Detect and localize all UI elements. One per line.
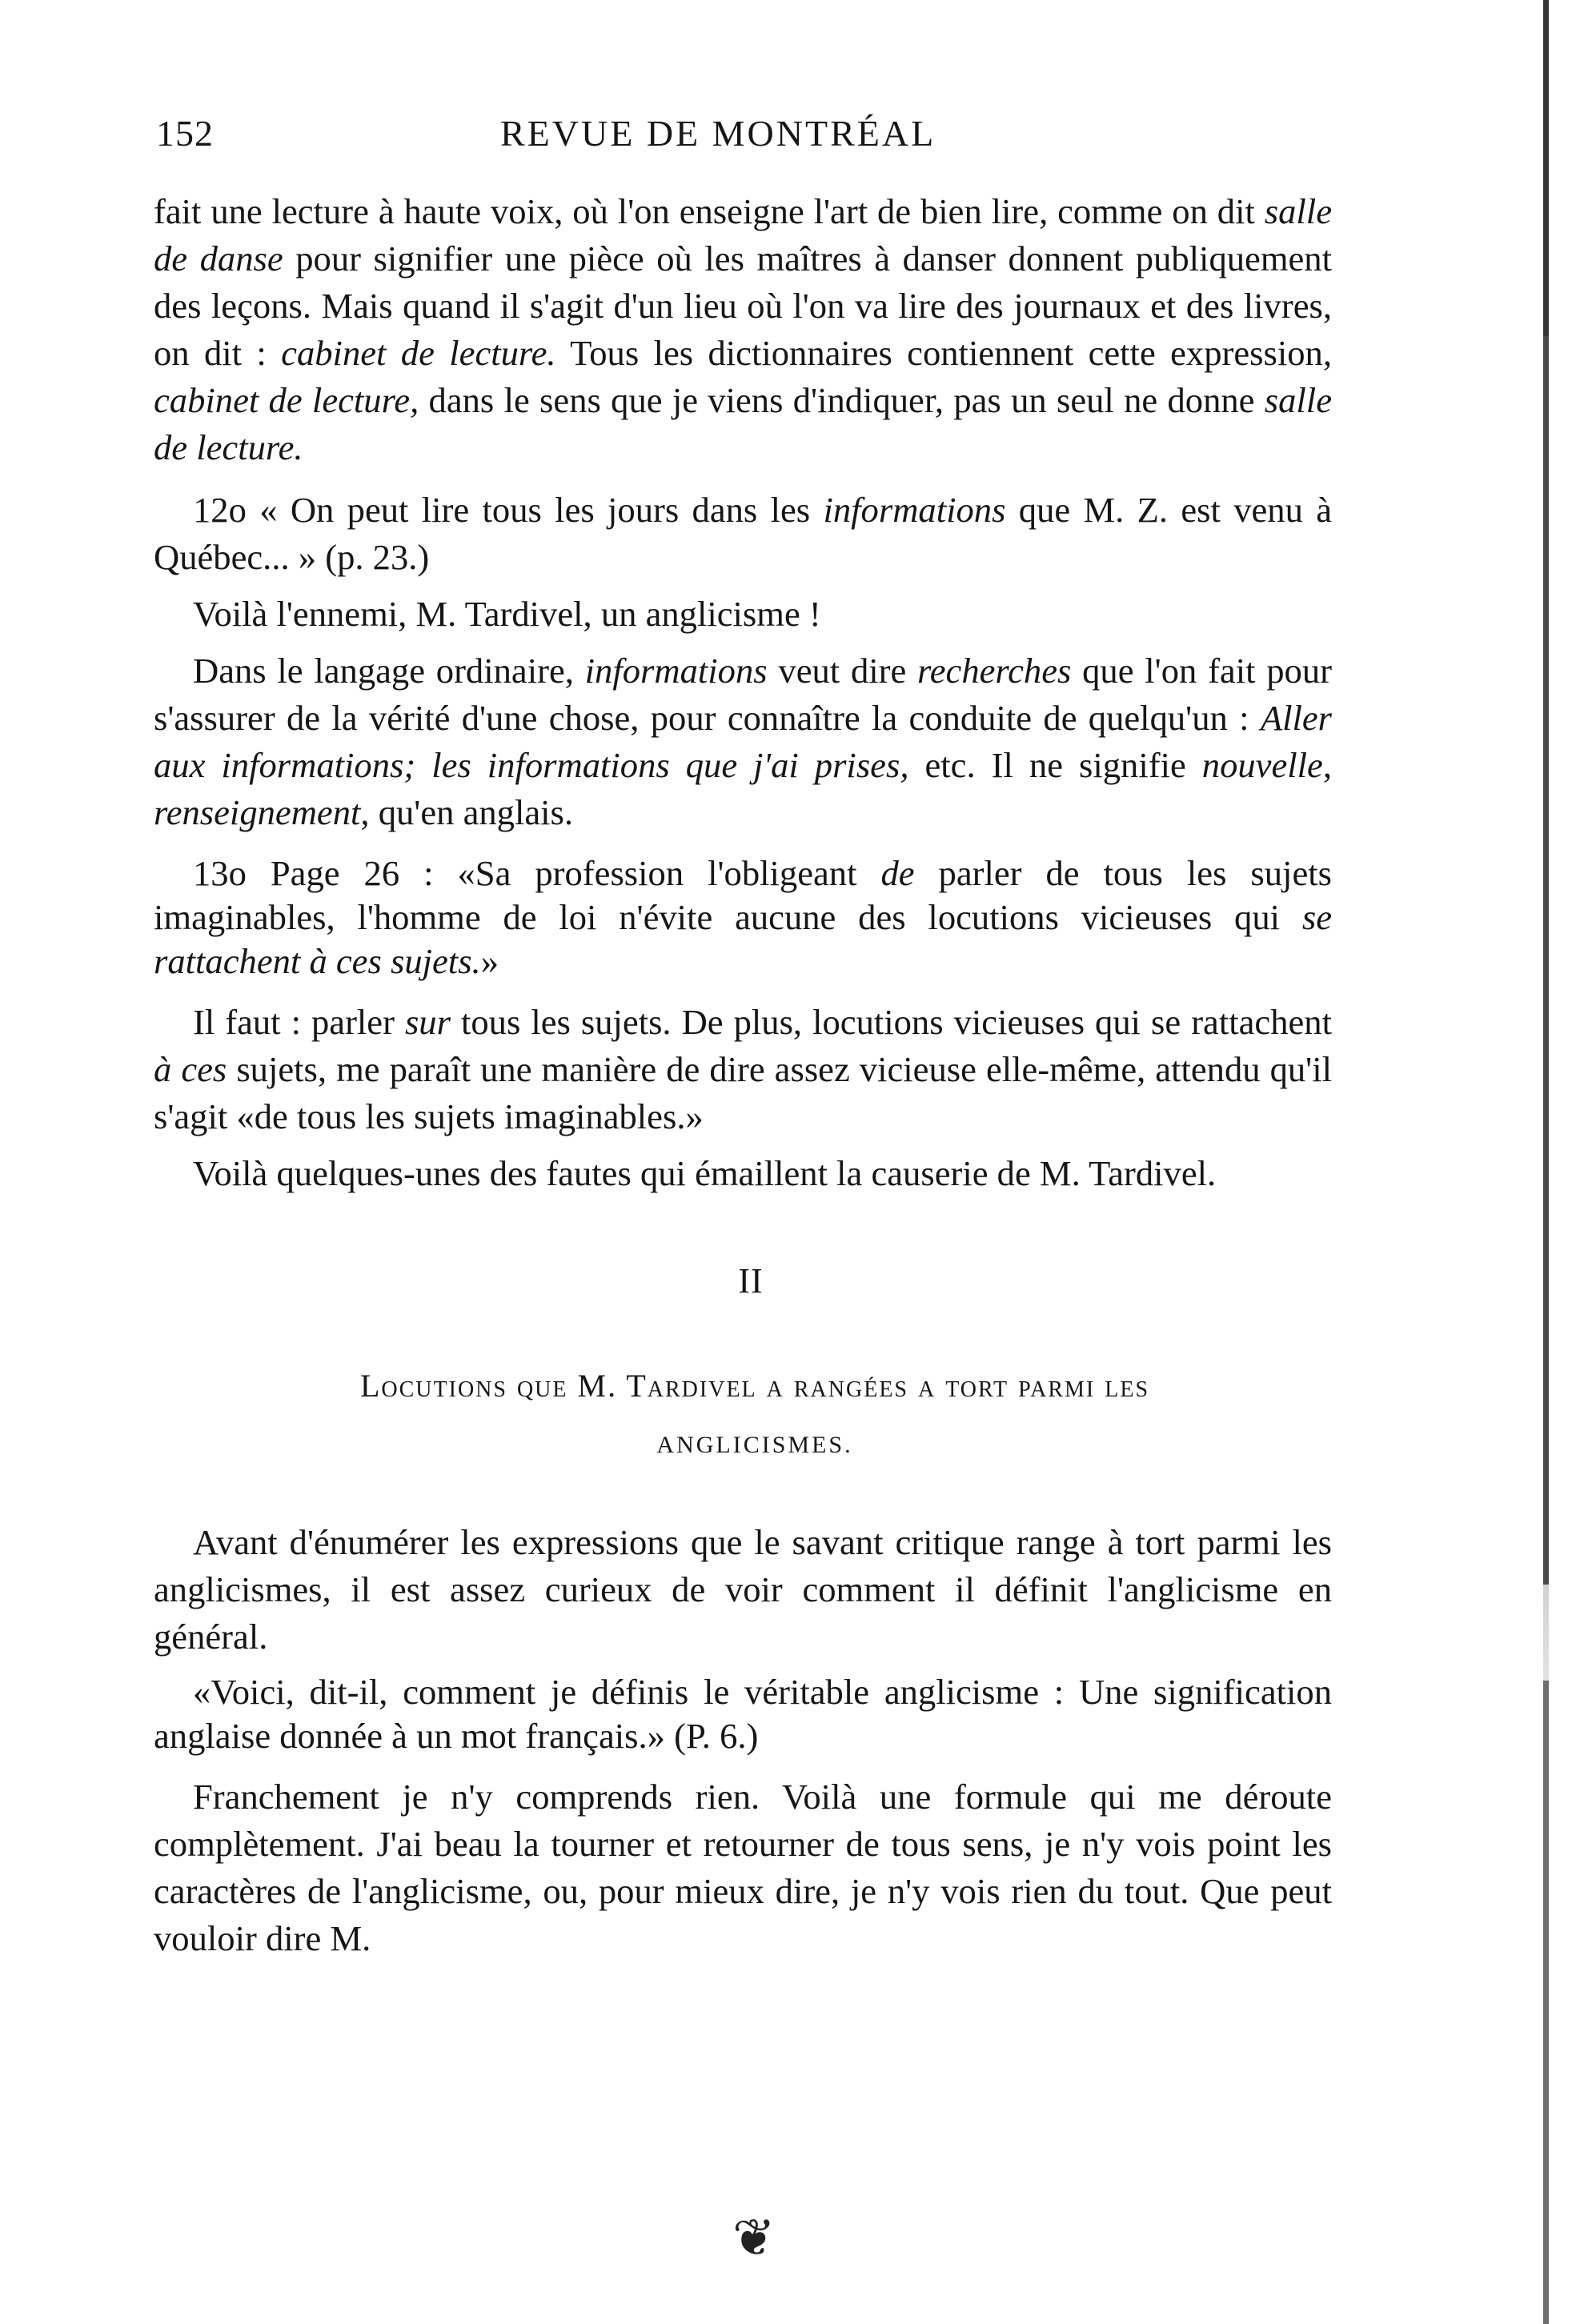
scan-margin-edge (1543, 0, 1549, 2324)
paragraph-1: fait une lecture à haute voix, où l'on enseigne l'art de bien lire, comme on dit salle de danse pour signifier une pièce où les maîtres à danser donnent publiquement des leçons. Mais quand il s'agit d'un lieu où l'on va lire des journaux et des livres, on dit : cabinet de lecture. Tous les dictionnaires contiennent cette expression, cabinet de lecture, dans le sens que je viens d'indiquer, pas un seul ne donne salle de lecture. (154, 191, 1332, 467)
ornament-icon: ❦ (732, 2210, 776, 2266)
journal-title: REVUE DE MONTRÉAL (500, 113, 936, 154)
paragraph-9: «Voici, dit-il, comment je définis le véritable anglicisme : Une signification anglaise donnée à un mot français.» (P. 6.) (154, 1672, 1332, 1756)
paragraph-8: Avant d'énumérer les expressions que le savant critique range à tort parmi les anglicismes, il est assez curieux de voir comment il définit l'anglicisme en général. (154, 1522, 1332, 1657)
body-text (154, 188, 1332, 1962)
section-heading-line-2: ANGLICISMES. (656, 1432, 853, 1458)
paragraph-6: Il faut : parler sur tous les sujets. De plus, locutions vicieuses qui se rattachent à ces sujets, me paraît une manière de dire assez vicieuse elle-même, attendu qu'il s'agit «de tous les sujets imaginables.» (154, 1002, 1332, 1136)
paragraph-7: Voilà quelques-unes des fautes qui émaillent la causerie de M. Tardivel. (193, 1153, 1217, 1193)
section-number: II (738, 1261, 764, 1300)
paragraph-2: 12o « On peut lire tous les jours dans les informations que M. Z. est venu à Québec... » (p. 23.) (154, 490, 1332, 577)
section-heading (154, 1365, 1332, 1466)
paragraph-4: Dans le langage ordinaire, informations veut dire recherches que l'on fait pour s'assurer de la vérité d'une chose, pour connaître la conduite de quelqu'un : Aller aux informations; les informations que j'ai prises, etc. Il ne signifie nouvelle, renseignement, qu'en anglais. (154, 651, 1332, 832)
paragraph-10: Franchement je n'y comprends rien. Voilà une formule qui me déroute complètement. J'ai beau la tourner et retourner de tous sens, je n'y vois point les caractères de l'anglicisme, ou, pour mieux dire, je n'y vois rien du tout. Que peut vouloir dire M. (154, 1777, 1332, 1958)
page-number: 152 (156, 113, 214, 154)
paragraph-5: 13o Page 26 : «Sa profession l'obligeant de parler de tous les sujets imaginables, l'homme de loi n'évite aucune des locutions vicieuses qui se rattachent à ces sujets.» (154, 853, 1332, 981)
running-head (156, 112, 1341, 160)
paragraph-3: Voilà l'ennemi, M. Tardivel, un anglicisme ! (193, 594, 821, 634)
section-heading-line-1: Locutions que M. Tardivel a rangées a tort parmi les (359, 1368, 1150, 1404)
